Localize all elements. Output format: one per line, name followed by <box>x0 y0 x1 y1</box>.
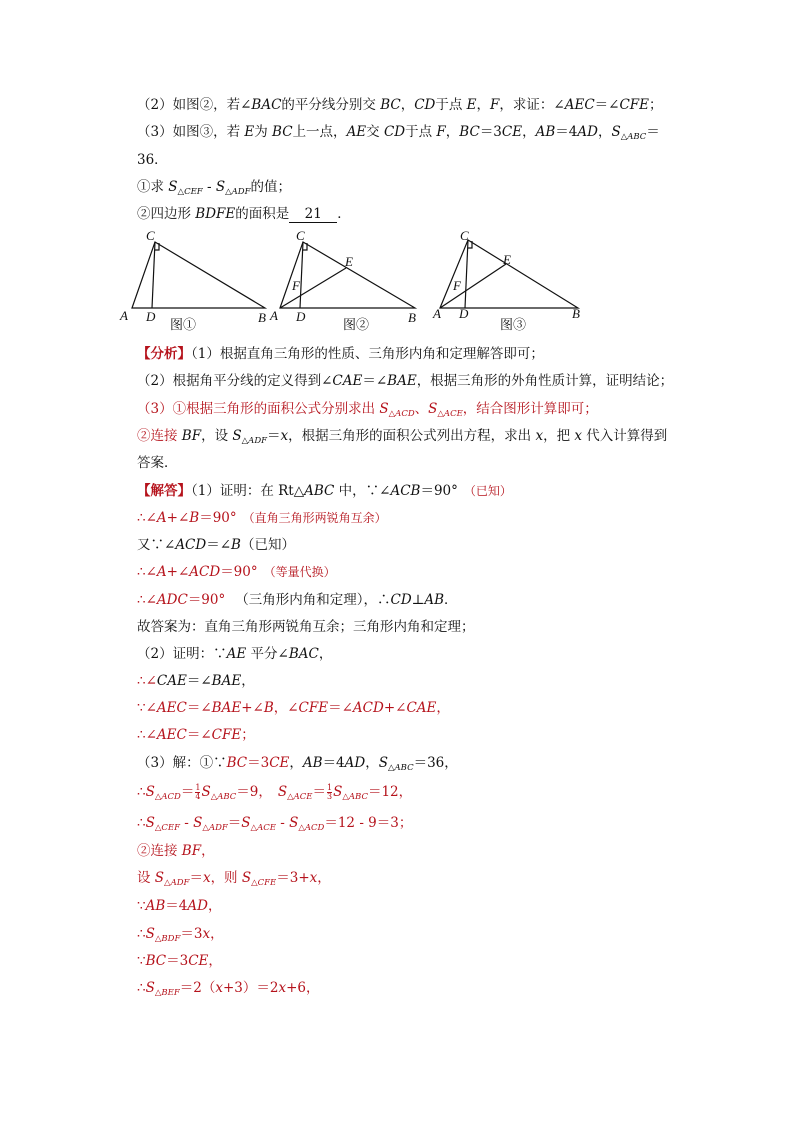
figure-2-right-angle-mark <box>303 243 307 250</box>
figure-1-label-a: A <box>120 308 128 323</box>
solution-line-6: 故答案为：直角三角形两锐角互余；三角形内角和定理； <box>137 619 475 635</box>
analysis-line-5: 答案． <box>137 455 178 471</box>
figure-2-bisector <box>280 268 346 308</box>
figure-3-label-b: B <box>572 306 580 321</box>
solution-line-16: ∵AB＝4AD， <box>137 898 222 914</box>
solution-line-17: $\therefore S_{\triangle BDF}=3x$， <box>137 926 224 944</box>
geometry-figures <box>0 228 794 338</box>
answer-blank: 21 <box>289 206 337 223</box>
analysis-line-1: 【分析】（1）根据直角三角形的性质、三角形内角和定理解答即可； <box>137 346 544 362</box>
figure-1-caption: 图① <box>170 317 197 332</box>
figure-3-label-a: A <box>433 306 441 321</box>
solution-line-8: ∴∠CAE＝∠BAE， <box>137 673 255 689</box>
figure-1-label-c: C <box>146 228 155 243</box>
fraction-one-third: $\frac{1}{3}$ <box>327 783 333 801</box>
figure-2-label-f: F <box>292 278 300 293</box>
solution-line-1: 【解答】（1）证明：在 Rt△ABC 中，∵∠ACB＝90° （已知） <box>137 483 512 499</box>
solution-line-5: ∴∠ADC＝90° （三角形内角和定理），∴CD⊥AB． <box>137 592 458 608</box>
figure-2-label-d: D <box>296 309 306 324</box>
question-3-line: （3）如图③，若 E为 BC上一点，AE交 CD于点 F，BC＝3CE，AB＝4AD，$S_{\triangle ABC}=$ <box>137 124 660 142</box>
question-2-line: （2）如图②，若∠BAC的平分线分别交 BC，CD于点 E，F，求证：∠AEC＝∠CFE； <box>137 97 663 113</box>
solution-line-15: 设 $S_{\triangle ADF}=x$，则 $S_{\triangle CFE}=3+x$， <box>137 870 331 888</box>
figure-3-caption: 图③ <box>500 317 527 332</box>
figure-2-label-a: A <box>270 308 278 323</box>
solution-line-18: ∵BC＝3CE， <box>137 953 222 969</box>
solution-line-10: ∴∠AEC＝∠CFE； <box>137 727 255 743</box>
solution-line-14: ②连接 BF， <box>137 843 215 859</box>
question-3-continued: 36． <box>137 152 168 168</box>
figure-2-altitude <box>300 242 303 308</box>
figure-3-label-f: F <box>453 278 461 293</box>
figure-1-right-angle-mark <box>155 243 159 250</box>
figure-2-label-b: B <box>408 310 416 325</box>
fraction-one-quarter: $\frac{1}{4}$ <box>195 783 201 801</box>
solution-line-9: ∵∠AEC＝∠BAE+∠B，∠CFE＝∠ACD+∠CAE， <box>137 700 450 716</box>
solution-line-12: $\therefore S_{\triangle ACD}=$ $\frac{1}{4}$ $S_{\triangle ABC}=9$， $S_{\triangle ACE}=$ $\frac{1}{3}$ $S_{\triangle ABC}=12$， <box>137 783 413 802</box>
figure-2-label-c: C <box>296 228 305 243</box>
figure-2-caption: 图② <box>343 317 370 332</box>
figure-3-cevian <box>440 264 506 308</box>
solution-line-11: （3）解：①∵BC＝3CE，AB＝4AD，$S_{\triangle ABC}=36$， <box>137 755 458 773</box>
analysis-line-3: （3）①根据三角形的面积公式分别求出 $S_{\triangle ACD}$、$S_{\triangle ACE}$，结合图形计算即可； <box>137 401 598 419</box>
solution-line-4: ∴∠A+∠ACD＝90° （等量代换） <box>137 564 336 580</box>
figure-1-label-d: D <box>146 309 156 324</box>
solution-tag: 【解答】 <box>137 483 191 499</box>
solution-line-19: $\therefore S_{\triangle BEF}=2(x+3)=2x+6$， <box>137 980 320 998</box>
solution-line-3: 又∵∠ACD＝∠B（已知） <box>137 537 295 553</box>
solution-line-13: $\therefore S_{\triangle CEF} - S_{\triangle ADF}=S_{\triangle ACE} - S_{\triangle ACD}=12 - 9=3$； <box>137 815 413 833</box>
solution-line-2: ∴∠A+∠B＝90° （直角三角形两锐角互余） <box>137 510 387 526</box>
figure-3-altitude <box>465 240 468 308</box>
analysis-line-2: （2）根据角平分线的定义得到∠CAE＝∠BAE，根据三角形的外角性质计算，证明结论； <box>137 373 674 389</box>
figure-3-label-e: E <box>503 252 511 267</box>
figure-3-label-c: C <box>460 228 469 243</box>
figure-1-altitude <box>152 242 155 308</box>
question-3-part-2: ②四边形 BDFE的面积是 21 ． <box>137 206 351 222</box>
solution-line-7: （2）证明：∵AE 平分∠BAC， <box>137 646 333 662</box>
question-3-part-1: ①求 $S_{\triangle CEF} - S_{\triangle ADF}$的值； <box>137 179 291 197</box>
figure-3-label-d: D <box>459 306 469 321</box>
figure-2-label-e: E <box>345 254 353 269</box>
figure-3-triangle <box>440 240 578 308</box>
figure-1-label-b: B <box>258 310 266 325</box>
analysis-tag: 【分析】 <box>137 346 191 362</box>
analysis-line-4: ②连接 BF，设 $S_{\triangle ADF}=x$，根据三角形的面积公式列出方程，求出 x，把 x 代入计算得到 <box>137 428 668 446</box>
